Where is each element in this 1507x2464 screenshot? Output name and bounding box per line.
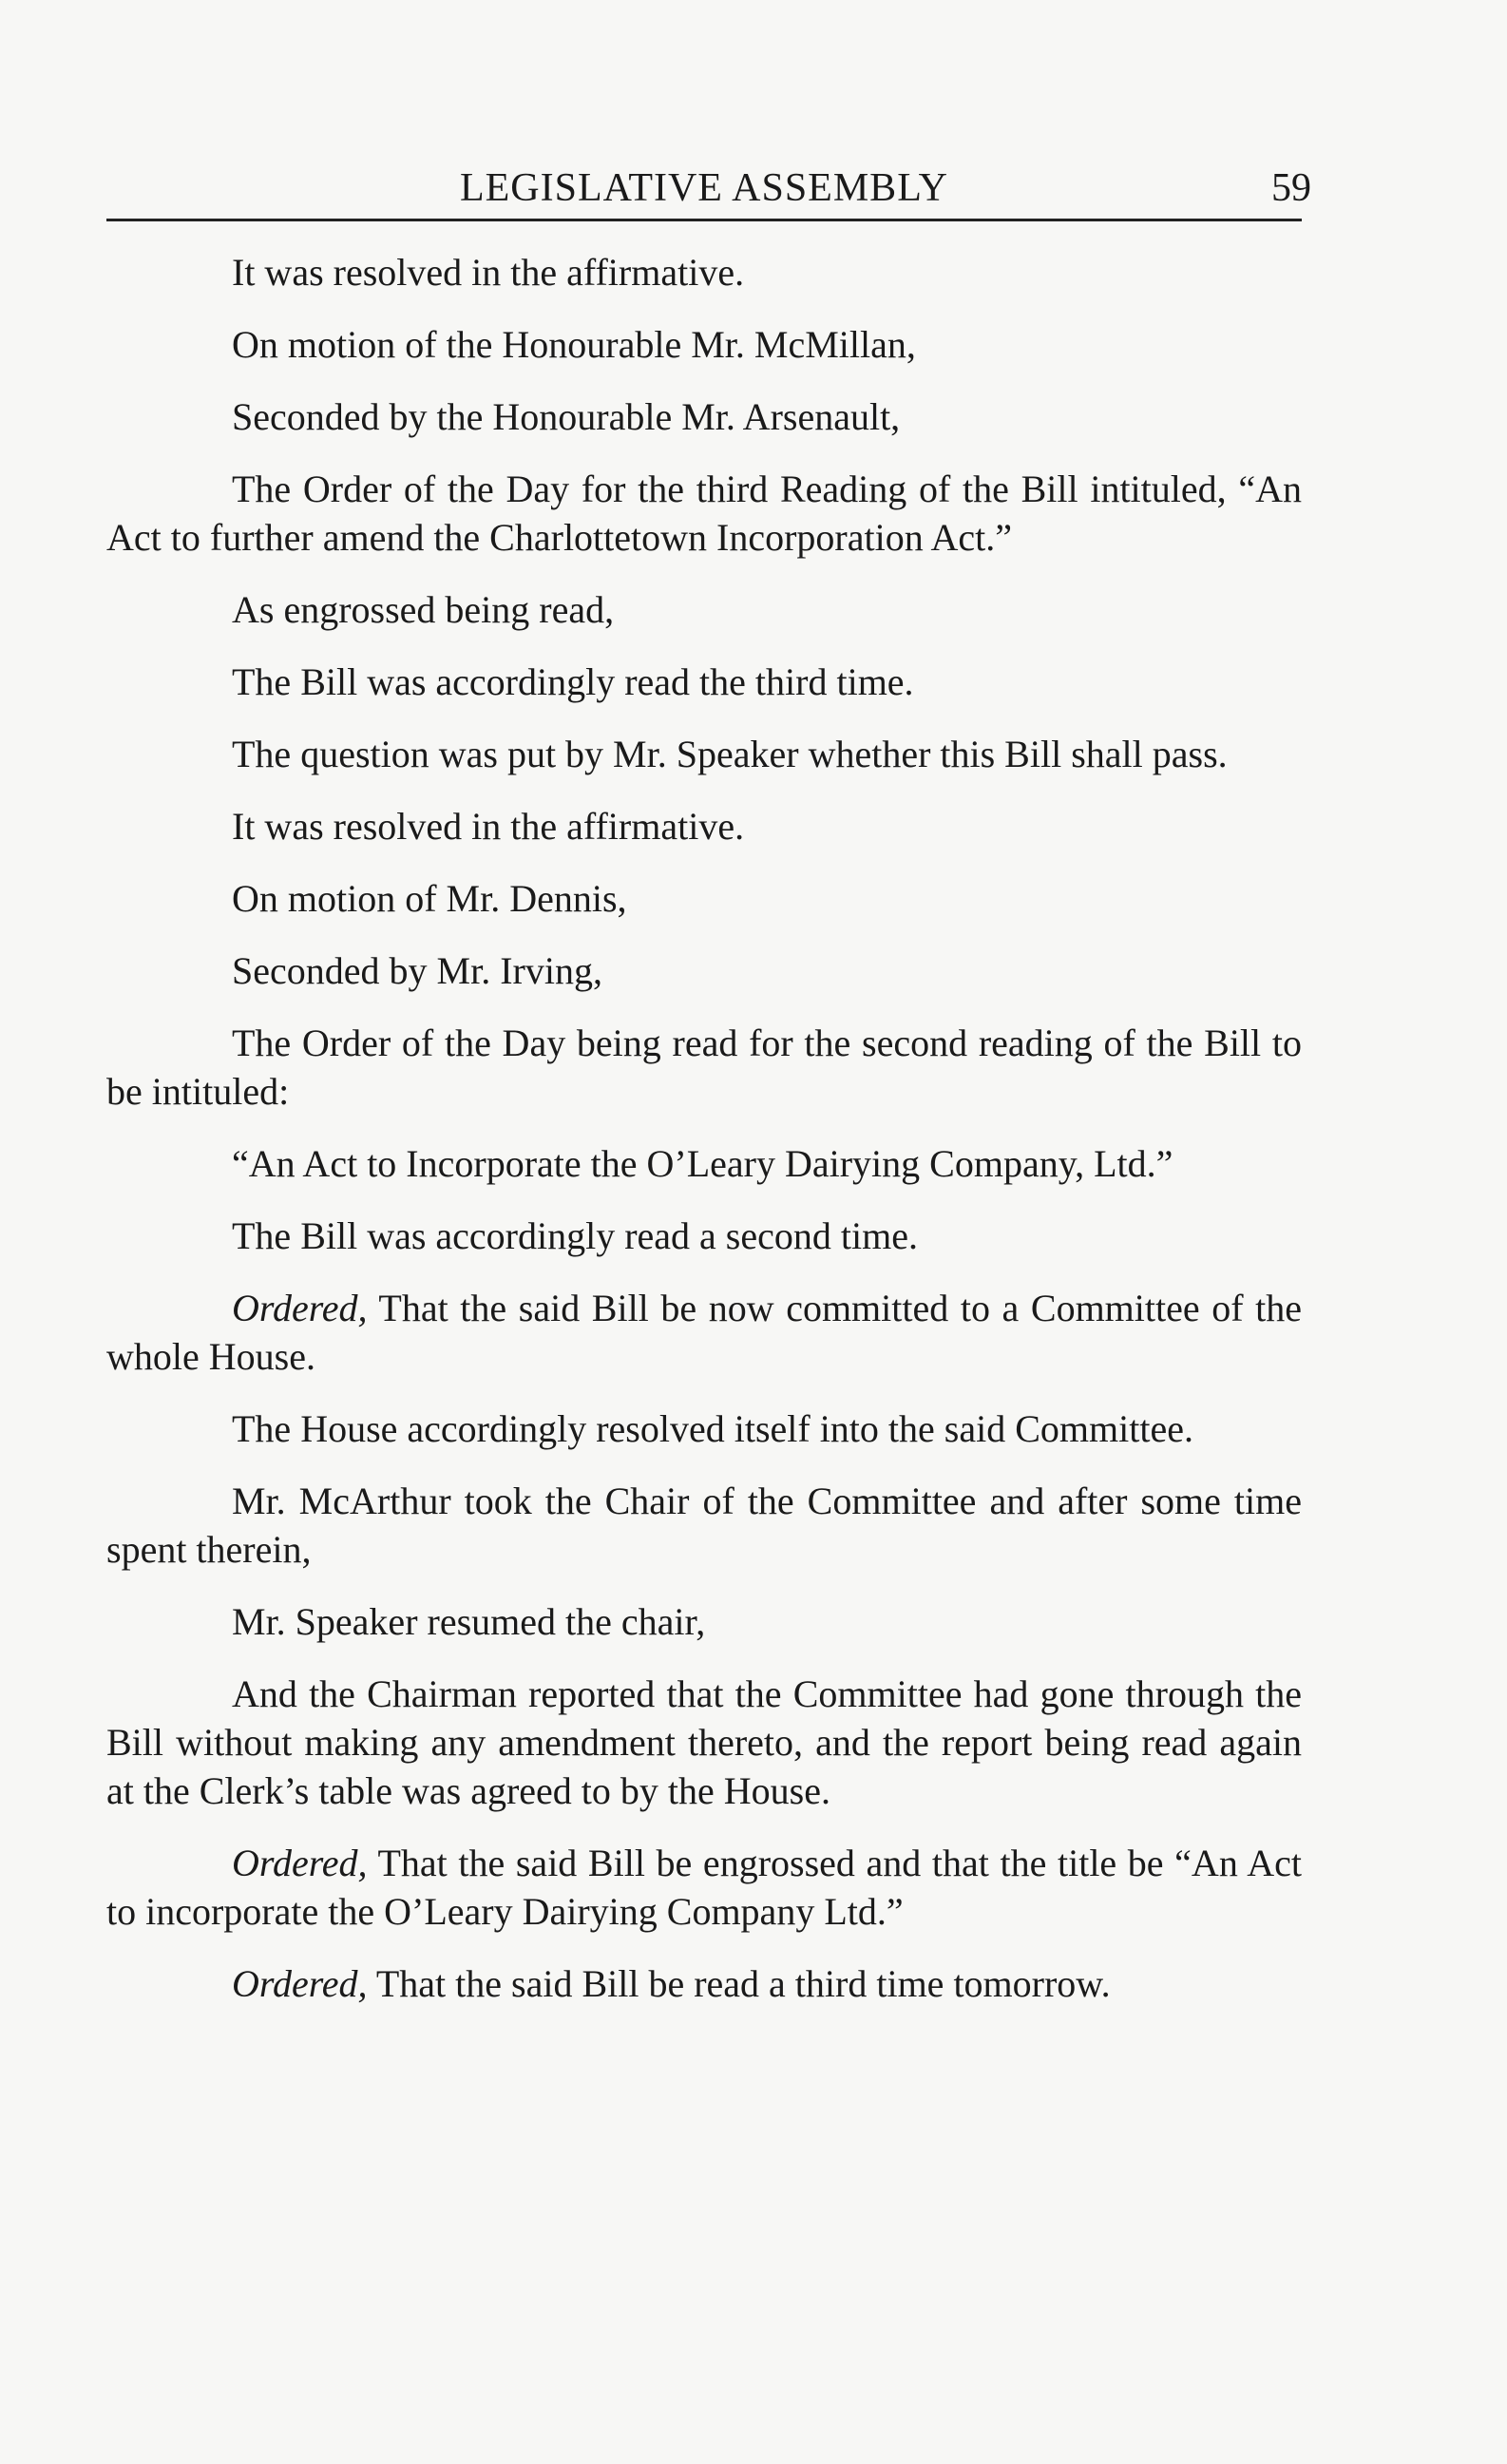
paragraph xyxy=(106,1212,1302,1260)
running-header xyxy=(106,162,1311,221)
paragraph-lead: Ordered, xyxy=(232,1287,368,1329)
paragraph-text: Seconded by Mr. Irving, xyxy=(232,949,602,992)
paragraph-text: It was resolved in the affirmative. xyxy=(232,805,745,848)
paragraph xyxy=(106,585,1302,634)
paragraph-text: And the Chairman reported that the Committee had gone through the Bill without making any amendment thereto, and the report being read again at the Clerk’s table was agreed to by the House. xyxy=(106,1672,1302,1812)
page-number: 59 xyxy=(1271,166,1311,210)
document-body xyxy=(106,248,1302,2008)
paragraph xyxy=(106,248,1302,296)
paragraph-text: The Bill was accordingly read the third time. xyxy=(232,660,914,703)
paragraph xyxy=(106,730,1302,778)
paragraph xyxy=(106,1404,1302,1453)
paragraph xyxy=(106,874,1302,923)
paragraph xyxy=(106,465,1302,562)
paragraph xyxy=(106,1839,1302,1936)
paragraph-text: The House accordingly resolved itself into the said Committee. xyxy=(232,1407,1193,1450)
paragraph-text: On motion of the Honourable Mr. McMillan, xyxy=(232,323,916,366)
paragraph xyxy=(106,946,1302,995)
paragraph-text: That the said Bill be engrossed and that the title be “An Act to incorporate the O’Leary Dairying Company Ltd.” xyxy=(106,1842,1302,1933)
paragraph-text: Mr. Speaker resumed the chair, xyxy=(232,1600,706,1643)
header-title: LEGISLATIVE ASSEMBLY xyxy=(460,166,948,210)
paragraph-text: On motion of Mr. Dennis, xyxy=(232,877,627,920)
paragraph-lead: Ordered, xyxy=(232,1962,368,2005)
paragraph xyxy=(106,1019,1302,1116)
paragraph xyxy=(106,1284,1302,1381)
paragraph-text: That the said Bill be now committed to a Committee of the whole House. xyxy=(106,1287,1302,1378)
paragraph xyxy=(106,1139,1302,1188)
paragraph-text: As engrossed being read, xyxy=(232,588,615,631)
paragraph xyxy=(106,320,1302,369)
paragraph-text: Mr. McArthur took the Chair of the Committee and after some time spent therein, xyxy=(106,1480,1302,1571)
paragraph-text: It was resolved in the affirmative. xyxy=(232,251,745,294)
paragraph-text: That the said Bill be read a third time tomorrow. xyxy=(367,1962,1111,2005)
paragraph xyxy=(106,1959,1302,2008)
paragraph-text: The question was put by Mr. Speaker whether this Bill shall pass. xyxy=(232,733,1228,775)
paragraph xyxy=(106,1597,1302,1646)
paragraph-text: Seconded by the Honourable Mr. Arsenault, xyxy=(232,395,901,438)
paragraph xyxy=(106,802,1302,850)
paragraph-text: The Order of the Day being read for the second reading of the Bill to be intituled: xyxy=(106,1022,1302,1113)
document-page xyxy=(106,162,1311,2032)
paragraph xyxy=(106,392,1302,441)
paragraph-lead: Ordered, xyxy=(232,1842,368,1884)
paragraph xyxy=(106,1670,1302,1815)
paragraph xyxy=(106,658,1302,706)
paragraph-text: The Bill was accordingly read a second time. xyxy=(232,1214,918,1257)
paragraph xyxy=(106,1477,1302,1574)
paragraph-text: The Order of the Day for the third Reading of the Bill intituled, “An Act to further amend the Charlottetown Incorporation Act.” xyxy=(106,468,1302,559)
paragraph-text: “An Act to Incorporate the O’Leary Dairying Company, Ltd.” xyxy=(232,1142,1173,1185)
